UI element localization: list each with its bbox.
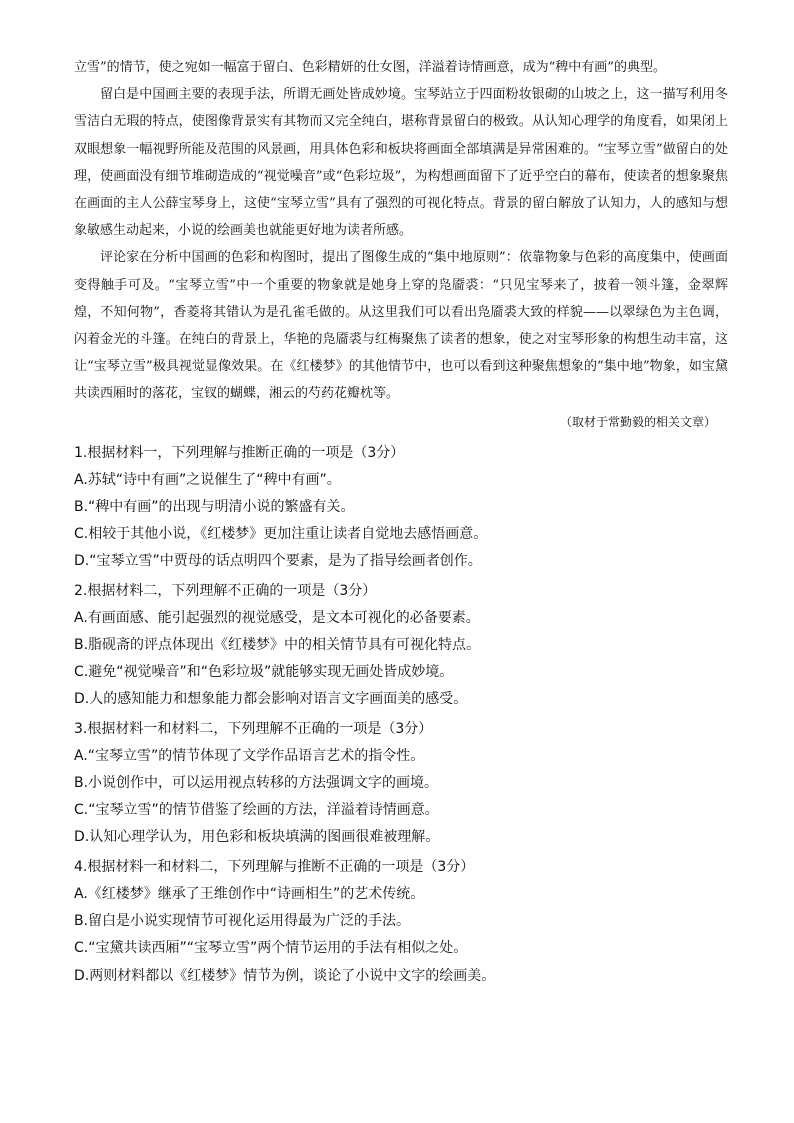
question-item [74,854,728,990]
question-stem: 3.根据材料一和材料二，下列理解不正确的一项是（3分） [74,720,433,737]
question-item [74,716,728,852]
document-page [74,54,728,990]
question-option: D.“宝琴立雪”中贾母的话点明四个要素，是为了指导绘画者创作。 [74,553,482,570]
question-option: C.“宝黛共读西厢”“宝琴立雪”两个情节运用的手法有相似之处。 [74,940,468,957]
question-option: B.小说创作中，可以运用视点转移的方法强调文字的画境。 [74,775,439,792]
question-option: B.脂砚斋的评点体现出《红楼梦》中的相关情节具有可视化特点。 [74,637,481,654]
question-list [74,440,728,990]
question-option: B.留白是小说实现情节可视化运用得最为广泛的手法。 [74,913,411,930]
question-option: B.“稗中有画”的出现与明清小说的繁盛有关。 [74,499,355,516]
question-item [74,440,728,576]
question-option: D.认知心理学认为，用色彩和板块填满的图画很难被理解。 [74,829,440,846]
question-stem: 2.根据材料二，下列理解不正确的一项是（3分） [74,582,377,599]
question-option: A.《红楼梦》继承了王维创作中“诗画相生”的艺术传统。 [74,885,425,902]
question-stem: 1.根据材料一，下列理解与推断正确的一项是（3分） [74,444,405,461]
question-option: A.有画面感、能引起强烈的视觉感受，是文本可视化的必备要素。 [74,609,480,626]
article-paragraph: 立雪”的情节，使之宛如一幅富于留白、色彩精妍的仕女图，洋溢着诗情画意，成为“稗中有画”的典型。 [74,60,666,75]
article [74,54,728,434]
question-option: D.人的感知能力和想象能力都会影响对语言文字画面美的感受。 [74,691,468,708]
question-option: D.两则材料都以《红楼梦》情节为例，谈论了小说中文字的绘画美。 [74,967,496,984]
question-item [74,578,728,714]
article-paragraph: 留白是中国画主要的表现手法，所谓无画处皆成妙境。宝琴站立于四面粉妆银砌的山坡之上，这一描写利用冬雪洁白无瑕的特点，使图像背景实有其物而又完全纯白，堪称背景留白的极致。从认知心理学的角度看，如果闭上双眼想象一幅视野所能及范围的风景画，用具体色彩和板块将画面全部填满是异常困难的。“宝琴立雪”做留白的处理，使画面没有细节堆砌造成的“视觉噪音”或“色彩垃圾”，为构想画面留下了近乎空白的幕布，使读者的想象聚焦在画面的主人公薛宝琴身上，这使“宝琴立雪”具有了强烈的可视化特点。背景的留白解放了认知力，人的感知与想象敏感生动起来，小说的绘画美也就能更好地为读者所感。 [74,87,728,239]
article-source: （取材于常勤毅的相关文章） [559,414,716,429]
question-option: A.苏轼“诗中有画”之说催生了“稗中有画”。 [74,471,341,488]
question-option: C.相较于其他小说，《红楼梦》更加注重让读者自觉地去感悟画意。 [74,526,488,543]
question-option: A.“宝琴立雪”的情节体现了文学作品语言艺术的指令性。 [74,747,425,764]
question-option: C.“宝琴立雪”的情节借鉴了绘画的方法，洋溢着诗情画意。 [74,802,439,819]
article-paragraph: 评论家在分析中国画的色彩和构图时，提出了图像生成的“集中地原则”：依靠物象与色彩的高度集中，使画面变得触手可及。“宝琴立雪”中一个重要的物象就是她身上穿的凫靥裘：“只见宝琴来了，披着一领斗篷，金翠辉煌，不知何物”，香菱将其错认为是孔雀毛做的。从这里我们可以看出凫靥裘大致的样貌——以翠绿色为主色调，闪着金光的斗篷。在纯白的背景上，华艳的凫靥裘与红梅聚焦了读者的想象，使之对宝琴形象的构想生动丰富，这让“宝琴立雪”极具视觉显像效果。在《红楼梦》的其他情节中，也可以看到这种聚焦想象的“集中地”物象，如宝黛共读西厢时的落花，宝钗的蝴蝶，湘云的芍药花瓣枕等。 [74,250,728,402]
question-option: C.避免“视觉噪音”和“色彩垃圾”就能够实现无画处皆成妙境。 [74,664,454,681]
question-stem: 4.根据材料一和材料二，下列理解与推断不正确的一项是（3分） [74,858,475,875]
